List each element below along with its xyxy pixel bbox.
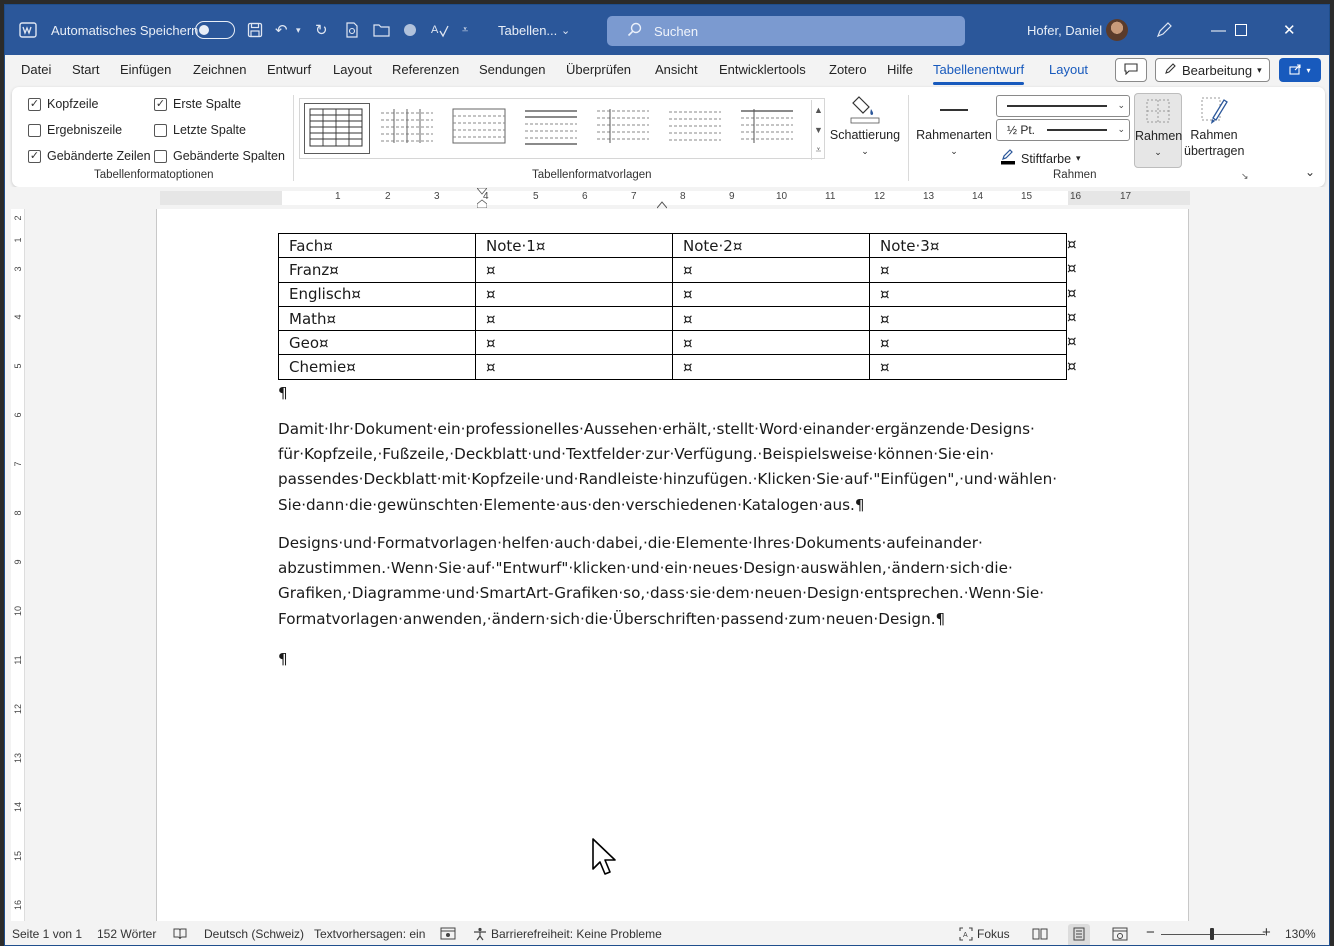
grades-table[interactable] [278, 233, 1067, 380]
borders-button[interactable] [1134, 93, 1182, 168]
table-row[interactable] [279, 282, 1067, 306]
comment-icon [1124, 63, 1138, 78]
table-cell[interactable]: ¤ [476, 355, 673, 379]
table-cell[interactable]: ¤ [870, 355, 1067, 379]
vruler-number: 11 [13, 655, 23, 665]
tab-entwurf[interactable]: Entwurf [267, 62, 312, 77]
empty-paragraph-mark[interactable]: ¶ [278, 384, 288, 402]
pen-color-button[interactable] [1000, 149, 1081, 168]
designer-pen-icon[interactable] [1155, 5, 1173, 55]
tab-ueberpruefen[interactable]: Überprüfen [566, 62, 632, 77]
tab-referenzen[interactable]: Referenzen [392, 62, 460, 77]
border-style-line-icon [914, 93, 994, 127]
user-name[interactable]: Hofer, Daniel [1027, 22, 1103, 38]
tab-tabellenentwurf[interactable]: Tabellenentwurf [933, 62, 1025, 77]
focus-icon[interactable] [959, 927, 973, 944]
maximize-icon[interactable] [1235, 5, 1281, 55]
proofing-icon[interactable] [173, 927, 187, 943]
table-style-plain-2[interactable] [448, 103, 514, 154]
vruler-number: 10 [13, 606, 23, 617]
trailing-paragraph-mark[interactable]: ¶ [278, 650, 288, 668]
read-mode-icon[interactable] [1032, 927, 1048, 943]
option-ergebniszeile-label: Ergebniszeile [47, 123, 123, 137]
gallery-scroll-down-icon[interactable]: ▼ [811, 120, 825, 140]
search-placeholder: Suchen [654, 23, 699, 39]
vruler-number: 2 [13, 215, 23, 221]
table-cell[interactable]: ¤ [870, 306, 1067, 330]
tab-start[interactable]: Start [72, 62, 100, 77]
table-style-plain-6[interactable] [736, 103, 802, 154]
row-end-mark: ¤ [1067, 307, 1077, 326]
shading-label: Schattierung [829, 128, 901, 142]
paragraph-1[interactable]: Damit·Ihr·Dokument·ein·professionelles·Aussehen·erhält,·stellt·Word·einander·ergänzende·Designs· für·Kopfzeile,·Fußzeile,·Deckblatt·und·Textfelder·zur·Verfügung.·Beispielsweise·können·Sie·ein· passendes·Deckblatt·mit·Kopfzeile·und·Randleiste·hinzufügen.·Klicken·Sie·auf·"Einfügen",·und·wählen· Sie·dann·die·gewünschten·Elemente·aus·den·verschiedenen·Katalogen·aus.¶ [278, 420, 1058, 514]
row-end-mark: ¤ [1067, 332, 1077, 351]
ribbon [12, 87, 1325, 187]
table-row[interactable] [279, 355, 1067, 379]
customize-toolbar-icon[interactable]: ⩡ [462, 23, 469, 36]
save-icon[interactable] [247, 5, 263, 55]
accessibility-status[interactable]: Barrierefreiheit: Keine Probleme [491, 927, 662, 941]
editing-mode-button[interactable] [1155, 58, 1270, 82]
table-cell[interactable]: ¤ [870, 258, 1067, 282]
border-painter-label-2: übertragen [1184, 144, 1245, 158]
tab-table-layout[interactable]: Layout [1049, 62, 1089, 77]
checkbox-ergebniszeile[interactable] [28, 124, 41, 137]
record-icon[interactable] [403, 5, 417, 55]
divider [293, 95, 294, 181]
pencil-icon [1164, 62, 1177, 78]
gallery-scroll-up-icon[interactable]: ▲ [811, 100, 825, 120]
tab-zeichnen[interactable]: Zeichnen [193, 62, 247, 77]
tab-datei[interactable]: Datei [21, 62, 52, 77]
vruler-number: 8 [13, 510, 23, 516]
border-styles-button[interactable] [914, 93, 994, 159]
pen-weight-dropdown[interactable] [996, 119, 1130, 141]
table-cell[interactable]: ¤ [870, 331, 1067, 355]
table-style-plain-3[interactable] [520, 103, 586, 154]
ruler-number: 12 [874, 191, 886, 202]
title-bar [5, 5, 1329, 55]
ribbon-tabs [5, 55, 1329, 87]
svg-text:A: A [431, 24, 439, 36]
option-ergebniszeile[interactable] [28, 123, 122, 137]
borders-icon [1135, 94, 1181, 128]
ruler-number: 7 [631, 191, 637, 202]
table-cell[interactable]: Franz¤ [279, 258, 476, 282]
autosave-label: Automatisches Speichern [51, 22, 199, 38]
paragraph-2[interactable]: Designs·und·Formatvorlagen·helfen·auch·dabei,·die·Elemente·Ihres·Dokuments·aufeinander· abzustimmen.·Wenn·Sie·auf·"Entwurf"·klicken·und·ein·neues·Design·auswählen,·ändern·sich·die· Grafiken,·Diagramme·und·SmartArt-Grafiken·so,·dass·sie·dem·neuen·Design·entsprechen.·Wenn·Sie· Formatvorlagen·anwenden,·ändern·sich·die·Überschriften·passend·zum·neuen·Design.¶ [278, 534, 1045, 628]
ruler-number: 6 [582, 191, 588, 202]
option-gebaenderte-spalten-label: Gebänderte Spalten [173, 149, 285, 163]
vruler-number: 5 [13, 363, 23, 369]
language[interactable]: Deutsch (Schweiz) [204, 927, 305, 941]
line-style-dropdown[interactable] [996, 95, 1130, 117]
accessibility-icon[interactable] [473, 927, 487, 944]
autosave-toggle[interactable] [195, 5, 235, 55]
borders-chevron-icon: ⌄ [1154, 147, 1162, 157]
table-style-plain-1[interactable] [376, 103, 442, 154]
title-chevron-down-icon[interactable]: ⌄ [561, 24, 571, 37]
open-folder-icon[interactable] [373, 5, 390, 55]
table-row[interactable] [279, 234, 1067, 258]
pen-color-label: Stiftfarbe [1021, 151, 1072, 166]
print-preview-icon[interactable] [345, 5, 359, 55]
vertical-ruler[interactable] [11, 209, 25, 921]
search-icon [627, 22, 642, 40]
row-end-mark: ¤ [1067, 356, 1077, 375]
table-cell[interactable]: ¤ [476, 282, 673, 306]
vruler-number: 9 [13, 559, 23, 565]
row-end-mark: ¤ [1067, 283, 1077, 302]
divider [908, 95, 909, 181]
vruler-number: 16 [13, 900, 23, 911]
paint-bucket-icon [824, 93, 906, 127]
table-cell[interactable]: Note·3¤ [870, 234, 1067, 258]
tab-layout[interactable]: Layout [333, 62, 373, 77]
ruler-number: 1 [335, 191, 341, 202]
vruler-number: 14 [13, 802, 23, 813]
print-layout-icon[interactable] [1068, 924, 1090, 946]
table-row[interactable] [279, 331, 1067, 355]
ruler-number: 10 [776, 191, 788, 202]
vruler-number: 6 [13, 412, 23, 418]
tab-hilfe[interactable]: Hilfe [887, 62, 914, 77]
option-gebaenderte-zeilen[interactable] [28, 149, 151, 163]
table-style-plain-4[interactable] [592, 103, 658, 154]
tab-ansicht[interactable]: Ansicht [655, 62, 698, 77]
horizontal-ruler[interactable] [5, 187, 1329, 209]
ruler-number: 15 [1021, 191, 1033, 202]
option-kopfzeile[interactable] [28, 97, 98, 111]
checkbox-gebaenderte-zeilen[interactable]: ✓ [29, 149, 40, 162]
row-end-mark: ¤ [1067, 259, 1077, 278]
tab-sendungen[interactable]: Sendungen [479, 62, 546, 77]
collapse-ribbon-icon[interactable]: ⌄ [1305, 165, 1316, 179]
ruler-number: 5 [533, 191, 539, 202]
borders-label: Rahmen [1135, 129, 1183, 143]
vruler-number: 3 [13, 266, 23, 272]
chevron-down-icon: ⌄ [1117, 100, 1125, 110]
document-page[interactable] [156, 209, 1189, 921]
mouse-cursor-icon [591, 837, 619, 882]
ruler-number: 17 [1120, 191, 1132, 202]
word-app-icon[interactable] [19, 5, 37, 55]
redo-icon[interactable]: ↻ [315, 22, 328, 39]
table-cell[interactable]: Englisch¤ [279, 282, 476, 306]
vruler-number: 15 [13, 851, 23, 862]
tab-zotero[interactable]: Zotero [829, 62, 867, 77]
checkbox-letzte-spalte[interactable] [154, 124, 167, 137]
undo-dropdown-icon[interactable]: ▾ [296, 24, 301, 35]
document-title[interactable]: Tabellen... [498, 22, 558, 38]
status-bar [5, 921, 1329, 946]
zoom-slider-thumb[interactable] [1210, 928, 1214, 940]
checkbox-gebaenderte-spalten[interactable] [154, 150, 167, 163]
group-label-table-styles: Tabellenformatvorlagen [532, 169, 652, 181]
vruler-number: 12 [13, 704, 23, 715]
table-cell[interactable]: ¤ [476, 306, 673, 330]
indent-marker[interactable] [477, 188, 487, 208]
share-icon [1289, 63, 1302, 78]
chevron-down-icon: ▾ [1076, 153, 1081, 163]
zoom-level[interactable]: 130% [1285, 927, 1316, 941]
word-window [4, 4, 1330, 946]
row-end-mark: ¤ [1067, 235, 1077, 253]
spelling-icon[interactable] [431, 5, 449, 55]
pen-color-icon [1000, 149, 1016, 168]
table-cell[interactable]: ¤ [870, 282, 1067, 306]
checkbox-kopfzeile[interactable]: ✓ [29, 97, 40, 110]
ruler-number: 11 [825, 191, 836, 202]
web-layout-icon[interactable] [1112, 927, 1128, 944]
editing-mode-label: Bearbeitung [1182, 62, 1253, 78]
border-painter-label-1: Rahmen [1190, 128, 1238, 142]
ruler-number: 4 [483, 191, 489, 202]
minimize-icon[interactable]: — [1211, 21, 1226, 39]
tab-stop-marker[interactable] [657, 197, 667, 207]
close-icon[interactable]: ✕ [1283, 22, 1296, 39]
option-letzte-spalte[interactable] [154, 123, 246, 137]
ruler-number: 8 [680, 191, 686, 202]
checkbox-erste-spalte[interactable]: ✓ [155, 97, 166, 110]
shading-button[interactable] [824, 93, 906, 159]
gallery-more-icon[interactable]: ⩡ [811, 140, 825, 160]
table-styles-gallery [299, 98, 825, 159]
table-cell[interactable]: ¤ [673, 306, 870, 330]
table-cell[interactable]: ¤ [673, 355, 870, 379]
border-styles-label: Rahmenarten [916, 128, 992, 142]
focus-mode[interactable]: Fokus [977, 927, 1010, 941]
chevron-down-icon: ▾ [1257, 64, 1262, 75]
dialog-launcher-icon[interactable]: ↘ [1241, 171, 1249, 181]
tab-entwicklertools[interactable]: Entwicklertools [719, 62, 806, 77]
table-cell[interactable]: ¤ [673, 258, 870, 282]
table-cell[interactable]: ¤ [476, 258, 673, 282]
border-styles-chevron-icon: ⌄ [950, 146, 958, 156]
zoom-in-icon[interactable]: + [1262, 924, 1271, 941]
pen-weight-value: ½ Pt. [1007, 123, 1036, 137]
share-chevron-icon: ▾ [1306, 65, 1311, 75]
vruler-number: 13 [13, 753, 23, 764]
table-cell[interactable]: Chemie¤ [279, 355, 476, 379]
comments-button[interactable] [1115, 58, 1147, 82]
share-button[interactable] [1279, 58, 1321, 82]
chevron-down-icon: ⌄ [1117, 124, 1125, 134]
table-row[interactable] [279, 306, 1067, 330]
ruler-number: 14 [972, 191, 984, 202]
option-erste-spalte-label: Erste Spalte [173, 97, 242, 111]
avatar[interactable] [1106, 5, 1128, 55]
table-cell[interactable]: Math¤ [279, 306, 476, 330]
word-count[interactable]: 152 Wörter [97, 927, 157, 941]
shading-chevron-icon: ⌄ [861, 146, 869, 156]
border-painter-button[interactable] [1184, 93, 1244, 159]
ruler-number: 13 [923, 191, 935, 202]
document-area[interactable] [27, 209, 1329, 921]
option-kopfzeile-label: Kopfzeile [47, 97, 99, 111]
ruler-number: 2 [385, 191, 391, 202]
ruler-number: 3 [434, 191, 440, 202]
option-erste-spalte[interactable] [154, 97, 241, 111]
table-cell[interactable]: Geo¤ [279, 331, 476, 355]
zoom-out-icon[interactable]: − [1146, 924, 1155, 941]
option-letzte-spalte-label: Letzte Spalte [173, 123, 246, 137]
table-cell[interactable]: ¤ [476, 331, 673, 355]
group-label-table-options: Tabellenformatoptionen [94, 169, 214, 181]
page-count[interactable]: Seite 1 von 1 [12, 927, 83, 941]
undo-icon[interactable]: ↶ [275, 22, 288, 39]
ruler-number: 9 [729, 191, 735, 202]
tab-einfuegen[interactable]: Einfügen [120, 62, 172, 77]
table-row[interactable] [279, 258, 1067, 282]
vruler-number: 1 [13, 237, 23, 243]
ruler-number: 16 [1070, 191, 1082, 202]
table-cell[interactable]: Note·2¤ [673, 234, 870, 258]
macro-icon[interactable] [440, 927, 456, 943]
text-predictions[interactable]: Textvorhersagen: ein [314, 927, 426, 941]
table-cell[interactable]: ¤ [673, 331, 870, 355]
svg-text:A: A [963, 932, 968, 939]
vruler-number: 4 [13, 314, 23, 320]
search-box[interactable] [607, 16, 965, 46]
group-label-borders: Rahmen [1053, 169, 1097, 181]
table-style-grid[interactable] [304, 103, 370, 154]
table-cell[interactable]: Note·1¤ [476, 234, 673, 258]
option-gebaenderte-spalten[interactable] [154, 149, 285, 163]
table-cell[interactable]: ¤ [673, 282, 870, 306]
border-painter-icon [1184, 93, 1244, 127]
table-style-plain-5[interactable] [664, 103, 730, 154]
table-cell[interactable]: Fach¤ [279, 234, 476, 258]
vruler-number: 7 [13, 461, 23, 467]
option-gebaenderte-zeilen-label: Gebänderte Zeilen [47, 149, 151, 163]
